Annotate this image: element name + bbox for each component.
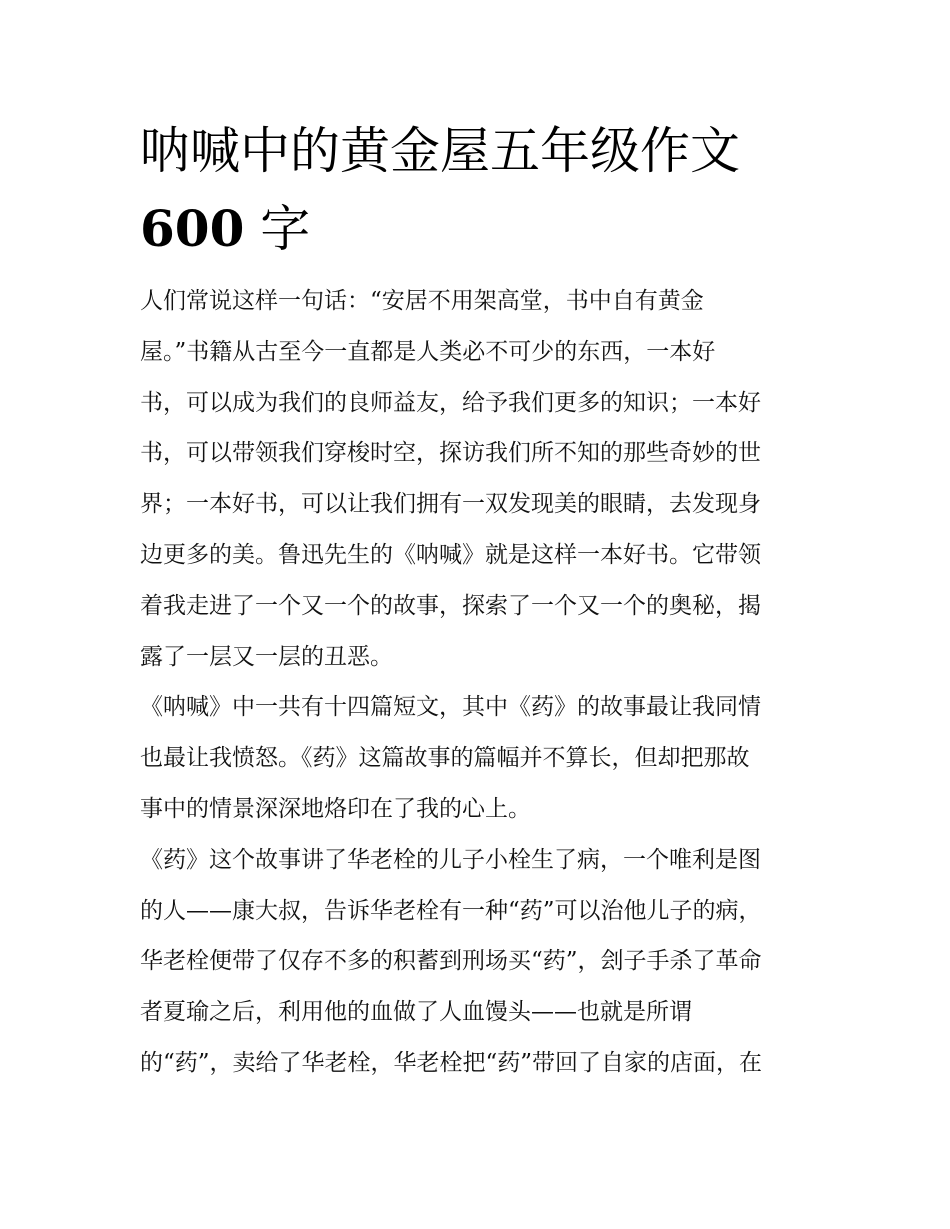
title-number: 600 (140, 199, 245, 258)
text-line: 的人——康大叔，告诉华老栓有一种“药”可以治他儿子的病， (140, 897, 762, 924)
text-line: 书，可以带领我们穿梭时空，探访我们所不知的那些奇妙的世 (140, 440, 761, 467)
text-line: 事中的情景深深地烙印在了我的心上。 (140, 795, 531, 822)
text-line: 的“药”，卖给了华老栓，华老栓把“药”带回了自家的店面，在 (140, 1049, 763, 1076)
text-line: 着我走进了一个又一个的故事，探索了一个又一个的奥秘，揭 (140, 592, 761, 619)
text-line: 露了一层又一层的丑恶。 (140, 643, 393, 670)
text-line: 书，可以成为我们的良师益友，给予我们更多的知识；一本好 (140, 389, 761, 416)
text-line: 《药》这个故事讲了华老栓的儿子小栓生了病，一个唯利是图 (140, 846, 761, 873)
text-line: 华老栓便带了仅存不多的积蓄到刑场买“药”，刽子手杀了革命 (140, 948, 762, 975)
text-line: 界；一本好书，可以让我们拥有一双发现美的眼睛，去发现身 (140, 491, 761, 518)
title-suffix: 字 (244, 200, 311, 258)
text-line: 者夏瑜之后，利用他的血做了人血馒头——也就是所谓 (140, 999, 692, 1026)
title-line-1: 呐喊中的黄金屋五年级作文 (140, 122, 740, 180)
essay-body (140, 276, 820, 1089)
text-line: 屋。”书籍从古至今一直都是人类必不可少的东西，一本好 (140, 338, 716, 365)
text-line: 人们常说这样一句话：“安居不用架高堂，书中自有黄金 (140, 288, 704, 314)
text-line: 边更多的美。鲁迅先生的《呐喊》就是这样一本好书。它带领 (140, 541, 761, 568)
text-line: 也最让我愤怒。《药》这篇故事的篇幅并不算长，但却把那故 (140, 745, 750, 772)
text-line: 《呐喊》中一共有十四篇短文，其中《药》的故事最让我同情 (140, 694, 761, 721)
page-title (140, 112, 840, 268)
